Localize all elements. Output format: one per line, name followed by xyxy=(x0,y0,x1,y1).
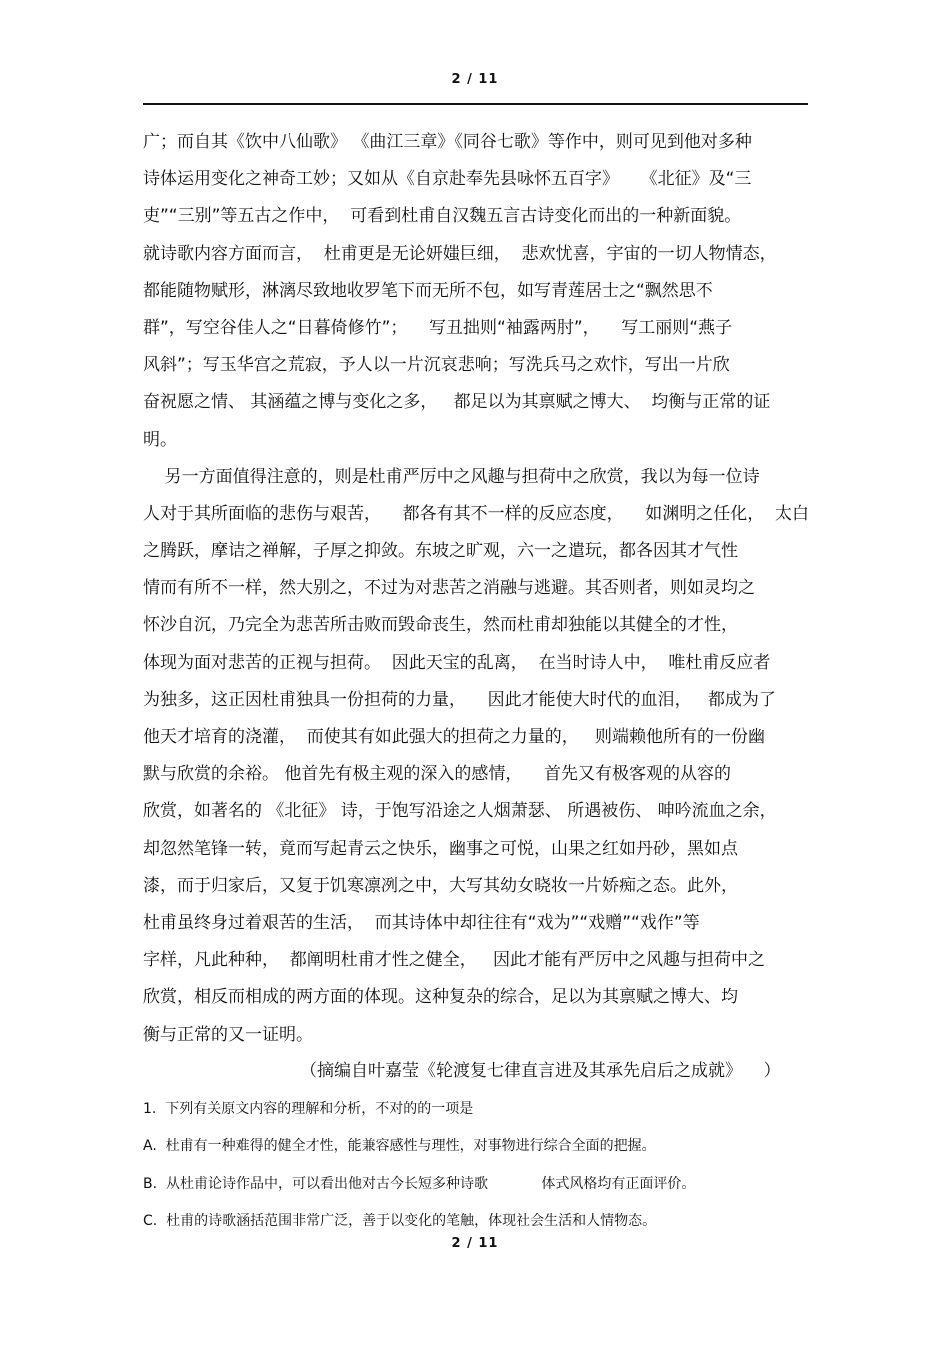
text-line: 欣赏，如著名的 《北征》 诗，于饱写沿途之人烟萧瑟、 所遇被伤、 呻吟流血之余， xyxy=(143,801,777,822)
text-line: 杜甫虽终身过着艰苦的生活， 而其诗体中却往往有“戏为”“戏赠”“戏作”等 xyxy=(143,912,700,933)
question-stem: 1. 下列有关原文内容的理解和分析，不对的的一项是 xyxy=(143,1101,474,1117)
page-number-bottom: 2 / 11 xyxy=(451,1236,499,1251)
text-line: 怀沙自沉，乃完全为悲苦所击败而毁命丧生，然而杜甫却独能以其健全的才性， xyxy=(143,615,738,636)
text-line: 另一方面值得注意的，则是杜甫严厉中之风趣与担荷中之欣赏，我以为每一位诗 xyxy=(143,466,760,487)
text-line: 为独多，这正因杜甫独具一份担荷的力量， 因此才能使大时代的血泪， 都成为了 xyxy=(143,689,776,710)
text-line: 他天才培育的浇灌， 而使其有如此强大的担荷之力量的， 则端赖他所有的一份幽 xyxy=(143,727,766,747)
text-line: 人对于其所面临的悲伤与艰苦， 都各有其不一样的反应态度， 如渊明之任化， 太白 xyxy=(143,503,810,524)
text-line: 之腾跃，摩诘之禅解，子厚之抑敛。东坡之旷观，六一之遣玩，都各因其才气性 xyxy=(143,541,738,562)
text-line: 风斜”；写玉华宫之荒寂，予人以一片沉哀悲响；写洗兵马之欢忭，写出一片欣 xyxy=(143,355,730,376)
text-line: 就诗歌内容方面而言， 杜甫更是无论妍媸巨细， 悲欢忧喜，宇宙的一切人物情态， xyxy=(143,243,777,264)
page-number-top: 2 / 11 xyxy=(451,72,499,87)
option-c: C. 杜甫的诗歌涵括范围非常广泛，善于以变化的笔触，体现社会生活和人情物态。 xyxy=(143,1213,657,1229)
source-citation: （摘编自叶嘉莹《轮渡复七律直言进及其承先启后之成就》 ） xyxy=(300,1061,781,1081)
text-line: 都能随物赋形，淋漓尽致地收罗笔下而无所不包，如写青莲居士之“飘然思不 xyxy=(143,280,713,301)
text-line: 情而有所不一样，然大别之，不过为对悲苦之消融与逃避。其否则者，则如灵均之 xyxy=(143,578,755,599)
text-line: 漆，而于归家后，又复于饥寒凛冽之中，大写其幼女晓妆一片娇痴之态。此外， xyxy=(143,875,738,896)
text-line: 体现为面对悲苦的正视与担荷。 因此天宝的乱离， 在当时诗人中， 唯杜甫反应者 xyxy=(143,652,771,673)
option-b: B. 从杜甫论诗作品中，可以看出他对古今长短多种诗歌 体式风格均有正面评价。 xyxy=(143,1176,696,1192)
header-rule xyxy=(143,103,808,105)
text-line: 欣赏，相反而相成的两方面的体现。这种复杂的综合，足以为其禀赋之博大、均 xyxy=(143,987,738,1008)
text-line: 明。 xyxy=(143,429,177,450)
text-line: 默与欣赏的余裕。 他首先有极主观的深入的感情， 首先又有极客观的从容的 xyxy=(143,764,732,785)
article-body xyxy=(143,124,833,1054)
text-line: 诗体运用变化之神奇工妙；又如从《自京赴奉先县咏怀五百字》 《北征》及“三 xyxy=(143,169,752,190)
text-line: 奋祝愿之情、 其涵蕴之博与变化之多， 都足以为其禀赋之博大、 均衡与正常的证 xyxy=(143,392,771,413)
text-line: 群”，写空谷佳人之“日暮倚修竹”； 写丑拙则“袖露两肘”， 写工丽则“燕子 xyxy=(143,317,733,338)
option-a: A. 杜甫有一种难得的健全才性，能兼容感性与理性，对事物进行综合全面的把握。 xyxy=(143,1138,656,1154)
text-line: 衡与正常的又一证明。 xyxy=(143,1024,313,1045)
text-line: 广；而自其《饮中八仙歌》 《曲江三章》《同谷七歌》等作中，则可见到他对多种 xyxy=(143,132,752,152)
text-line: 却忽然笔锋一转，竟而写起青云之快乐，幽事之可悦，山果之红如丹砂，黑如点 xyxy=(143,838,738,859)
text-line: 吏”“三别”等五古之作中， 可看到杜甫自汉魏五言古诗变化而出的一种新面貌。 xyxy=(143,206,742,227)
text-line: 字样，凡此种种， 都阐明杜甫才性之健全， 因此才能有严厉中之风趣与担荷中之 xyxy=(143,950,766,971)
